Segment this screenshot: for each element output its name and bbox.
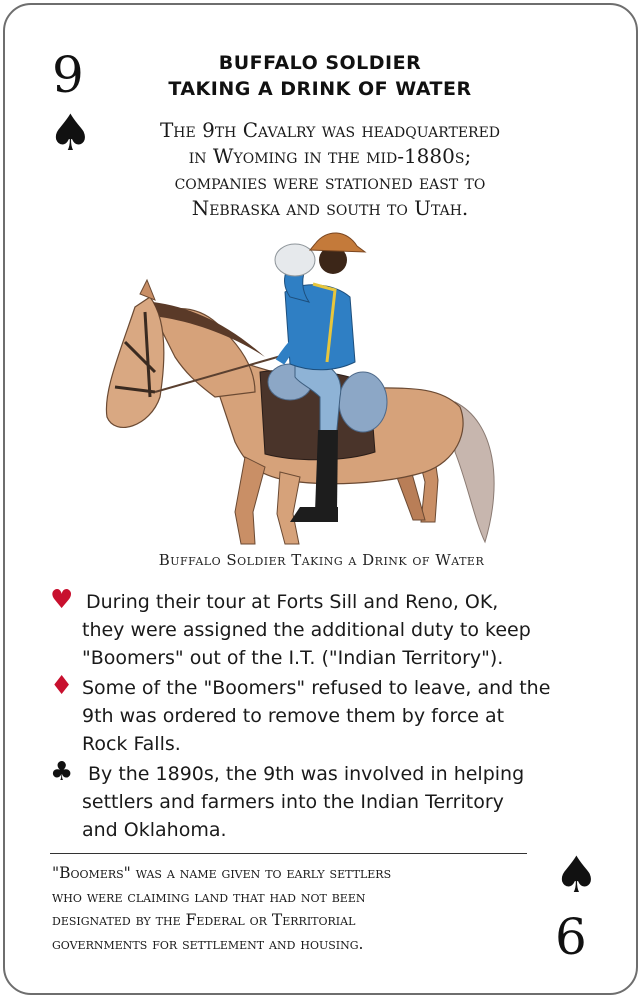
card-title-line1: BUFFALO SOLDIER bbox=[218, 52, 422, 74]
spade-icon: ♠ bbox=[554, 846, 599, 904]
footnote bbox=[52, 862, 522, 956]
spade-icon: ♠ bbox=[48, 104, 93, 162]
heart-icon: ♥ bbox=[50, 585, 74, 615]
soldier-on-horse-illustration bbox=[95, 222, 515, 547]
bullet-line: By the 1890s, the 9th was involved in helping bbox=[88, 763, 525, 785]
club-icon: ♣ bbox=[50, 757, 74, 787]
bullet-line: 9th was ordered to remove them by force at bbox=[82, 705, 505, 727]
footnote-line: who were claiming land that had not been bbox=[52, 887, 366, 906]
intro-line: The 9th Cavalry was headquartered bbox=[159, 118, 501, 142]
bullet-line: they were assigned the additional duty to keep bbox=[82, 619, 531, 641]
intro-line: Nebraska and south to Utah. bbox=[191, 196, 469, 220]
footnote-line: governments for settlement and housing. bbox=[52, 934, 364, 953]
divider bbox=[50, 853, 527, 854]
card-title-line2: TAKING A DRINK OF WATER bbox=[168, 78, 472, 100]
bullet-line: "Boomers" out of the I.T. ("Indian Territory"). bbox=[82, 647, 504, 669]
image-caption: Buffalo Soldier Taking a Drink of Water bbox=[158, 551, 485, 569]
top-rank: 9 bbox=[52, 46, 84, 104]
bullet-line: During their tour at Forts Sill and Reno, OK, bbox=[86, 591, 499, 613]
bottom-rank: 6 bbox=[555, 908, 587, 966]
footnote-line: designated by the Federal or Territorial bbox=[52, 911, 356, 929]
intro-line: companies were stationed east to bbox=[174, 170, 486, 194]
diamond-icon: ♦ bbox=[50, 671, 74, 701]
bullet-line: Rock Falls. bbox=[82, 733, 181, 755]
footnote-line: "Boomers" was a name given to early settlers bbox=[52, 864, 392, 882]
bullet-line: and Oklahoma. bbox=[82, 819, 227, 841]
bullet-line: settlers and farmers into the Indian Territory bbox=[82, 791, 504, 813]
intro-line: in Wyoming in the mid-1880s; bbox=[188, 144, 472, 168]
bullet-line: Some of the "Boomers" refused to leave, and the bbox=[82, 677, 551, 699]
